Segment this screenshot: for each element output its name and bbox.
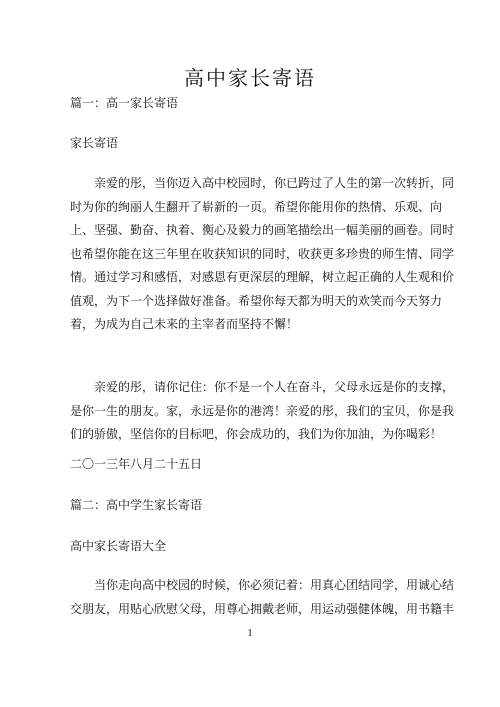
paragraph-3-line: 当你走向高中校园的时候，你必须记着：用真心团结同学，用诚心结 [94, 578, 455, 592]
section1-heading-text: 篇一：高一家长寄语 [70, 96, 179, 110]
paragraph-3 [70, 574, 462, 621]
section1-heading [70, 92, 462, 116]
paragraph-2-line: 是你一生的朋友。家，永远是你的港湾！亲爱的彤，我们的宝贝，你是我 [70, 403, 455, 418]
paragraph-2-line: 们的骄傲，坚信你的目标吧，你会成功的，我们为你加油，为你喝彩！ [70, 427, 443, 441]
paragraph-1-line: 也希望你能在这三年里在收获知识的同时，收获更多珍贵的师生情、同学 [70, 246, 455, 261]
paragraph-1-line: 上、坚强、勤奋、执着、衡心及毅力的画笔描绘出一幅美丽的画卷。同时 [70, 223, 455, 237]
paragraph-2 [70, 376, 462, 447]
section2-heading-text: 篇二：高中学生家长寄语 [70, 498, 203, 512]
section2-subtitle [70, 535, 462, 559]
page-number: 1 [247, 628, 253, 639]
paragraph-1-line: 亲爱的彤，当你迈入高中校园时，你已跨过了人生的第一次转折，同 [94, 176, 455, 190]
section1-subtitle [70, 132, 462, 156]
paragraph-1-line: 情。通过学习和感悟，对感恩有更深层的理解，树立起正确的人生观和价 [70, 270, 455, 284]
paragraph-1 [70, 172, 462, 337]
date-line [70, 453, 462, 477]
paragraph-3-line: 交朋友，用贴心欣慰父母，用尊心拥戴老师，用运动强健体魄，用书籍丰 [70, 601, 455, 616]
section2-subtitle-text: 高中家长寄语大全 [70, 539, 167, 553]
date-text: 二〇一三年八月二十五日 [70, 457, 203, 471]
section1-subtitle-text: 家长寄语 [70, 136, 119, 150]
document-title: 高中家长寄语 [184, 66, 316, 90]
paragraph-1-line: 值观，为下一个选择做好准备。希望你每天都为明天的欢笑而今天努力 [70, 293, 443, 308]
paragraph-1-line: 时为你的绚丽人生翻开了崭新的一页。希望你能用你的热情、乐观、向 [70, 199, 443, 214]
paragraph-1-line: 着，为成为自己未来的主宰者而坚持不懈！ [70, 317, 299, 331]
section2-heading [70, 494, 462, 518]
paragraph-2-line: 亲爱的彤，请你记住：你不是一个人在奋斗，父母永远是你的支撑， [94, 380, 455, 394]
